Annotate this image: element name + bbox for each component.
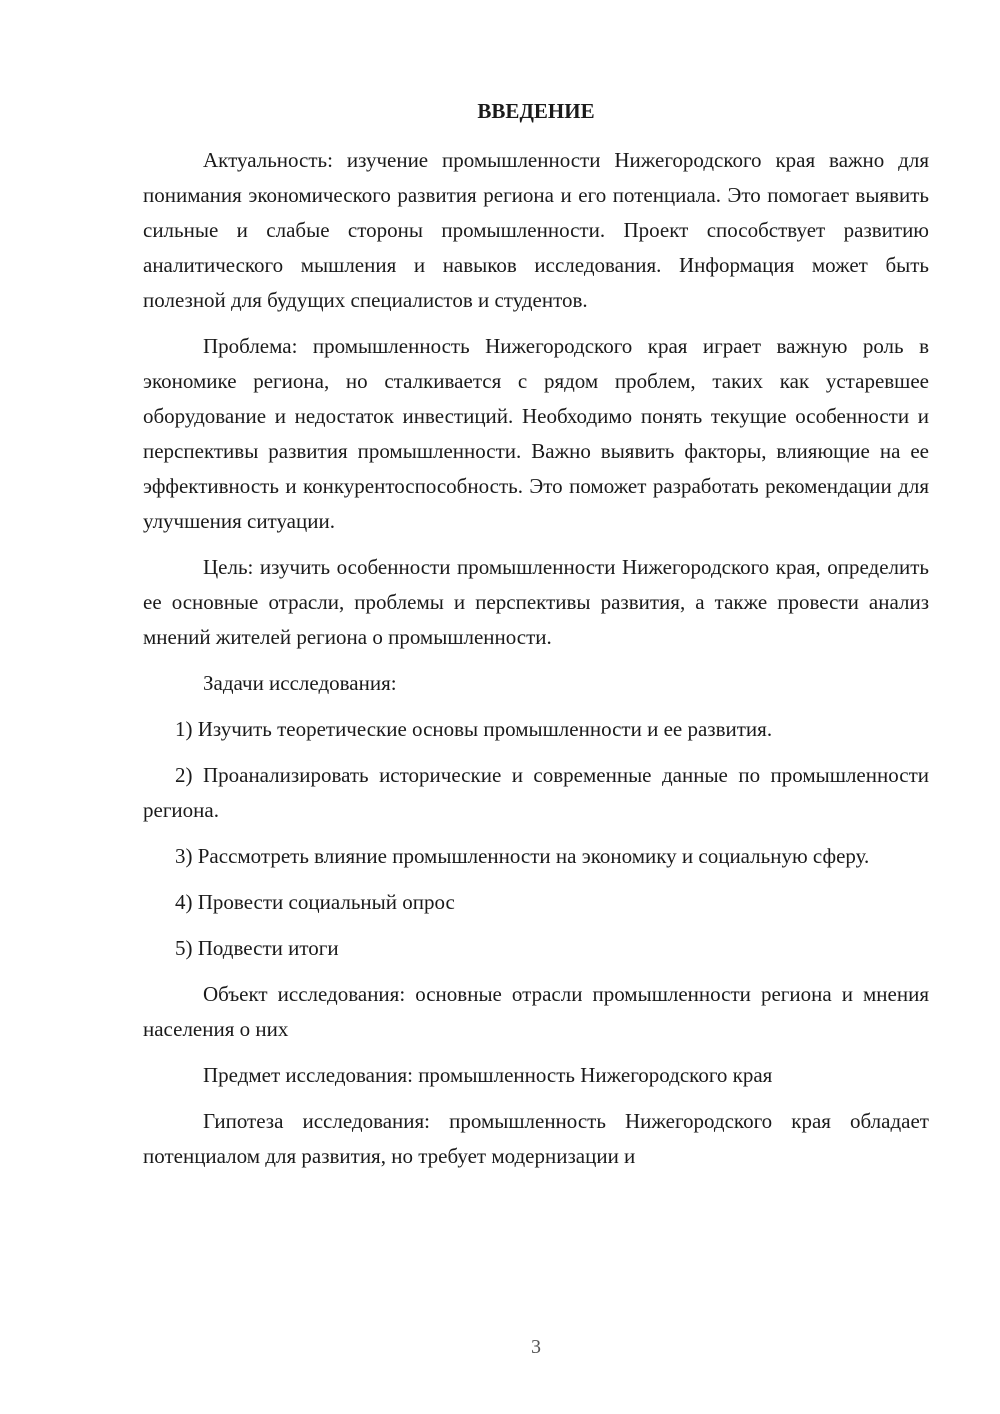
paragraph-tasks-heading: Задачи исследования: <box>203 671 397 695</box>
document-title: ВВЕДЕНИЕ <box>477 99 595 123</box>
task-item-3: 3) Рассмотреть влияние промышленности на экономику и социальную сферу. <box>175 844 870 868</box>
page-number: 3 <box>531 1336 541 1358</box>
paragraph-hypothesis: Гипотеза исследования: промышленность Нижегородского края обладает потенциалом для развития, но требует модернизации и <box>143 1109 929 1168</box>
task-item-1: 1) Изучить теоретические основы промышленности и ее развития. <box>175 717 773 741</box>
paragraph-object: Объект исследования: основные отрасли промышленности региона и мнения населения о них <box>143 982 929 1041</box>
paragraph-subject: Предмет исследования: промышленность Нижегородского края <box>203 1063 773 1087</box>
paragraph-relevance: Актуальность: изучение промышленности Нижегородского края важно для понимания экономического развития региона и его потенциала. Это помогает выявить сильные и слабые стороны промышленности. Проект способствует развитию аналитического мышления и навыков исследования. Информация может быть полезной для будущих специалистов и студентов. <box>143 148 929 312</box>
task-item-5: 5) Подвести итоги <box>175 936 339 960</box>
task-item-4: 4) Провести социальный опрос <box>175 890 455 914</box>
paragraph-problem: Проблема: промышленность Нижегородского края играет важную роль в экономике региона, но сталкивается с рядом проблем, таких как устаревшее оборудование и недостаток инвестиций. Необходимо понять текущие особенности и перспективы развития промышленности. Важно выявить факторы, влияющие на ее эффективность и конкурентоспособность. Это поможет разработать рекомендации для улучшения ситуации. <box>143 334 929 533</box>
document-body <box>143 143 929 1174</box>
task-item-2: 2) Проанализировать исторические и современные данные по промышленности региона. <box>143 763 929 822</box>
paragraph-goal: Цель: изучить особенности промышленности Нижегородского края, определить ее основные отрасли, проблемы и перспективы развития, а также провести анализ мнений жителей региона о промышленности. <box>143 555 929 649</box>
